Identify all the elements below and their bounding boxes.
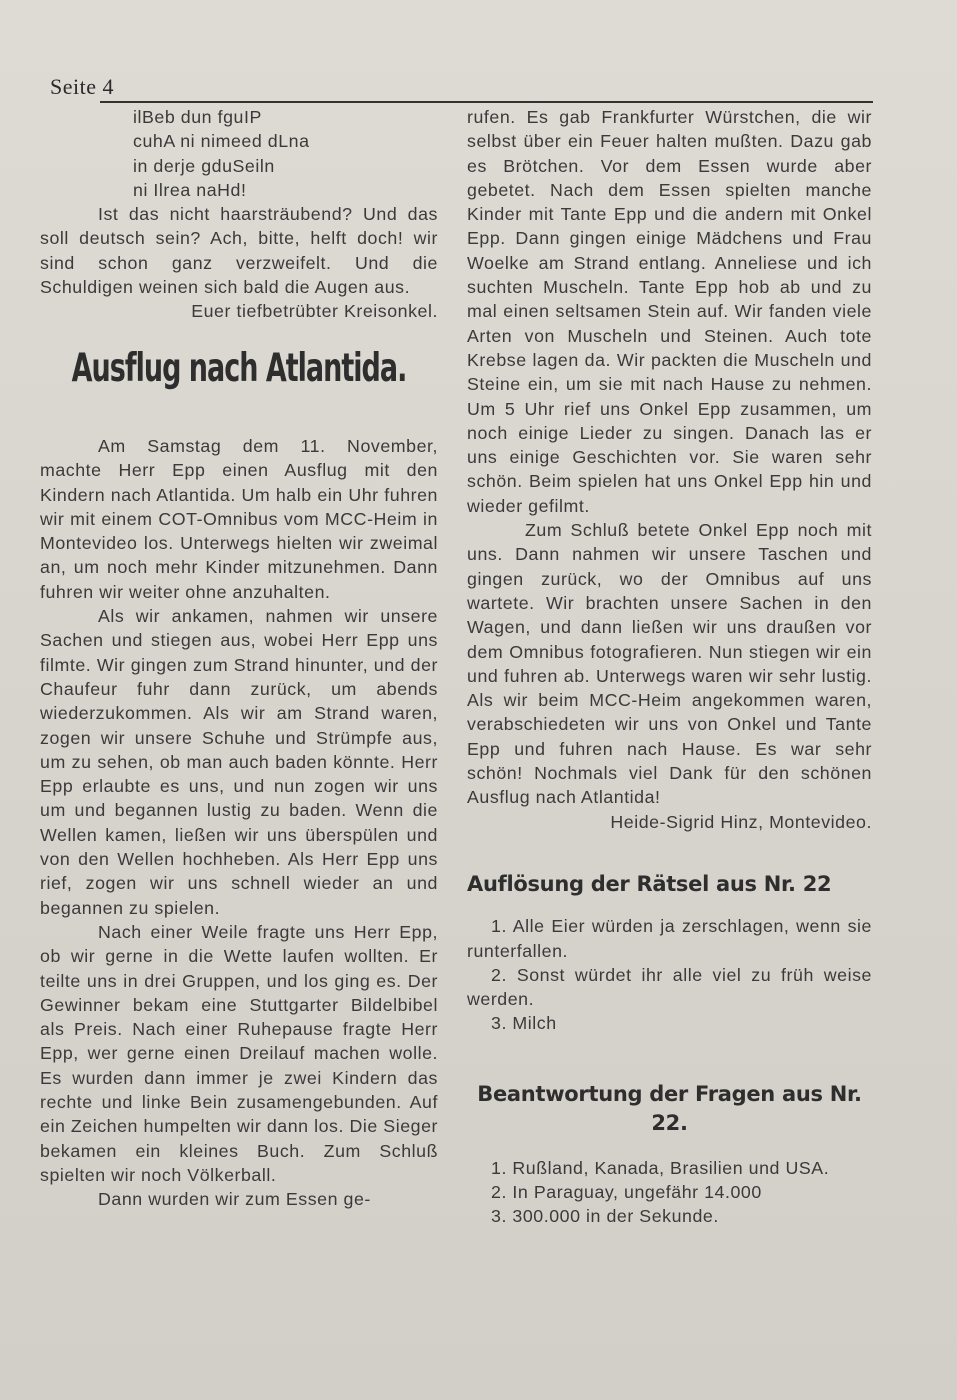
list-item: 2. Sonst würdet ihr alle viel zu früh weise werden. xyxy=(467,964,872,1010)
list-item: 3. Milch xyxy=(491,1013,557,1034)
riddles-title: Auflösung der Rätsel aus Nr. 22 xyxy=(467,871,832,896)
left-column xyxy=(40,105,438,1211)
article-signature: Heide-Sigrid Hinz, Montevideo. xyxy=(610,811,872,832)
scrambled-poem xyxy=(40,105,438,202)
article-paragraph: Nach einer Weile fragte uns Herr Epp, ob wir gerne in die Wette laufen wollten. Er teilte uns in drei Gruppen, und los ging es. Der Gewinner bekam eine Stuttgarter Bildelbibel als Preis. Nach einer Ruhepause fragte Herr Epp, wer gerne einen Dreilauf machen wolle. Es wurden dann immer je zwei Kindern das rechte und linke Bein zusamengebunden. Auf ein Zeichen humpelten wir dann los. Die Sieger bekamen ein kleines Buch. Zum Schluß spielten wir noch Völkerball. xyxy=(40,921,438,1185)
article-paragraph: Dann wurden wir zum Essen ge- xyxy=(98,1189,371,1210)
poem-line: cuhA ni nimeed dLna xyxy=(133,131,310,152)
poem-line: ilBeb dun fguIP xyxy=(133,107,262,127)
article-paragraph: Als wir ankamen, nahmen wir unsere Sachen und stiegen aus, wobei Herr Epp uns filmte. Wir gingen zum Strand hinunter, und der Chaufeur fuhr dann zurück, um abends wiederzukommen. Als wir am Strand waren, zogen wir unsere Schuhe und Strümpfe aus, um zu sehen, ob man auch baden könnte. Herr Epp erlaubte es uns, und nun zogen wir uns um und begannen lustig zu baden. Wenn die Wellen kamen, ließen wir uns überspülen und von den Wellen hochheben. Als Herr Epp uns rief, zogen wir uns schnell wieder an und begannen zu spielen. xyxy=(40,606,438,918)
header-rule xyxy=(100,101,873,103)
question-answers xyxy=(467,1156,872,1229)
list-item: 2. In Paraguay, ungefähr 14.000 xyxy=(491,1181,762,1202)
right-column xyxy=(467,105,872,1229)
letter-paragraph: Ist das nicht haarsträubend? Und das soll deutsch sein? Ach, bitte, helft doch! wir sind schon ganz verzweifelt. Und die Schuldigen weinen sich bald die Augen aus. xyxy=(40,204,438,298)
poem-line: ni Ilrea naHd! xyxy=(133,179,247,200)
poem-line: in derje gduSeiln xyxy=(133,155,275,176)
questions-title: Beantwortung der Fragen aus Nr. 22. xyxy=(477,1081,862,1135)
riddle-answers xyxy=(467,914,872,1035)
list-item: 1. Rußland, Kanada, Brasilien und USA. xyxy=(491,1157,830,1178)
article-paragraph: Am Samstag dem 11. November, machte Herr Epp einen Ausflug mit den Kindern nach Atlantida. Um halb ein Uhr fuhren wir mit einem COT-Omnibus vom MCC-Heim in Montevideo los. Unterwegs hielten wir zweimal an, um noch mehr Kinder mitzunehmen. Dann fuhren wir weiter ohne anzuhalten. xyxy=(40,435,438,602)
article-title: Ausflug nach Atlantida. xyxy=(71,345,407,391)
article-paragraph: Zum Schluß betete Onkel Epp noch mit uns. Dann nahmen wir unsere Taschen und gingen zurück, wo der Omnibus auf uns wartete. Wir brachten unsere Sachen in den Wagen, und dann ließen wir uns draußen vor dem Omnibus fotografieren. Nun stiegen wir ein und fuhren ab. Unterwegs waren wir sehr lustig. Als wir beim MCC-Heim angekommen waren, verabschiedeten wir uns von Onkel und Tante Epp und fuhren nach Hause. Es war sehr schön! Nochmals viel Dank für den schönen Ausflug nach Atlantida! xyxy=(467,520,872,808)
article-paragraph: rufen. Es gab Frankfurter Würstchen, die wir selbst über ein Feuer halten mußten. Dazu gab es Brötchen. Vor dem Essen wurde aber gebetet. Nach dem Essen spielten manche Kinder mit Tante Epp und die andern mit Onkel Epp. Dann gingen einige Mädchens und Frau Woelke am Strand entlang. Anneliese und ich suchten Muscheln. Tante Epp hob ab und zu mal einen seltsamen Stein auf. Wir fanden viele Arten von Muscheln und Steinen. Auch tote Krebse lagen da. Wir packten die Muscheln und Steine ein, um sie mit nach Hause zu nehmen. Um 5 Uhr rief uns Onkel Epp zusammen, um noch einige Lieder zu singen. Danach las er uns einige Geschichten vor. Sie waren sehr schön. Beim spielen hat uns Onkel Epp hin und wieder gefilmt. xyxy=(467,107,872,516)
letter-signature: Euer tiefbetrübter Kreisonkel. xyxy=(191,301,438,322)
page-number: Seite 4 xyxy=(50,74,114,99)
list-item: 1. Alle Eier würden ja zerschlagen, wenn sie runterfallen. xyxy=(467,916,872,961)
list-item: 3. 300.000 in der Sekunde. xyxy=(491,1206,719,1227)
